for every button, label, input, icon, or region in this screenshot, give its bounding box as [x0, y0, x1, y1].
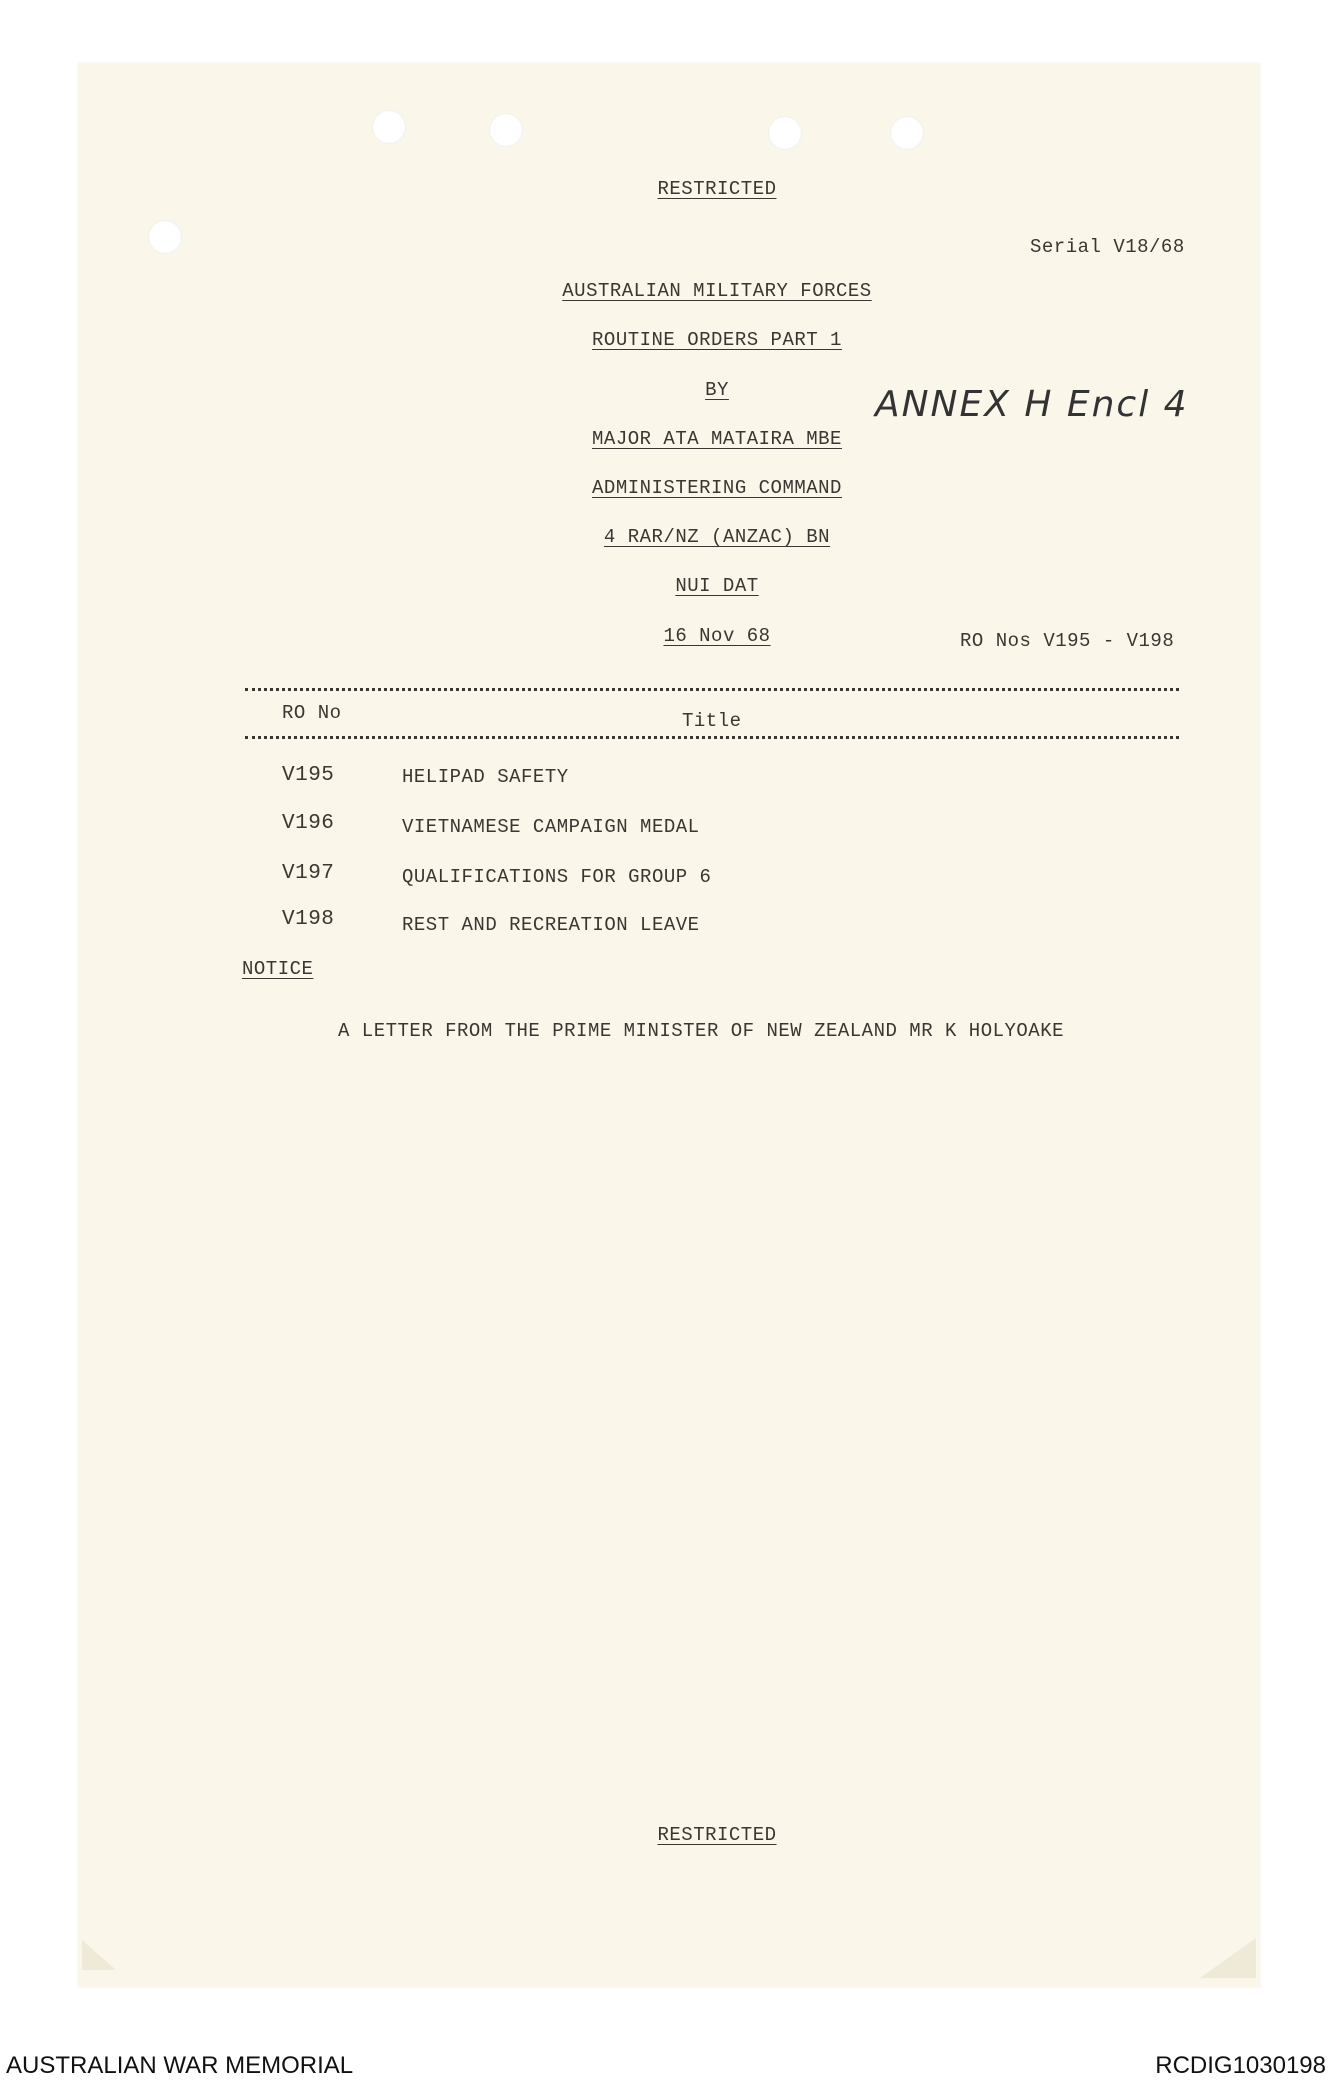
header-line-4: MAJOR ATA MATAIRA MBE [592, 428, 842, 450]
punch-hole [768, 116, 802, 150]
punch-hole [148, 220, 182, 254]
ro-range: RO Nos V195 - V198 [960, 630, 1175, 652]
header-line-1: AUSTRALIAN MILITARY FORCES [562, 280, 872, 302]
header-date: 16 Nov 68 [663, 625, 771, 647]
footer-catalog-id: RCDIG1030198 [1155, 2052, 1326, 2079]
ro-number: V195 [282, 764, 335, 787]
column-header-title: Title [682, 710, 742, 732]
header-line-5: ADMINISTERING COMMAND [592, 477, 842, 499]
notice-text: A LETTER FROM THE PRIME MINISTER OF NEW ZEALAND MR K HOLYOAKE [338, 1020, 1065, 1042]
notice-heading: NOTICE [242, 958, 314, 980]
ro-number: V196 [282, 812, 335, 835]
footer-source: AUSTRALIAN WAR MEMORIAL [6, 2052, 354, 2079]
punch-hole [890, 116, 924, 150]
ro-title: QUALIFICATIONS FOR GROUP 6 [402, 866, 712, 888]
punch-hole [372, 110, 406, 144]
table-bottom-rule [245, 736, 1179, 739]
ro-title: REST AND RECREATION LEAVE [402, 914, 700, 936]
classification-top: RESTRICTED [657, 178, 777, 200]
classification-bottom: RESTRICTED [657, 1824, 777, 1846]
handwritten-annotation: ANNEX H Encl 4 [875, 384, 1189, 425]
punch-hole [489, 113, 523, 147]
ro-number: V197 [282, 862, 335, 885]
ro-number: V198 [282, 908, 335, 931]
folded-corner [82, 1940, 116, 1970]
column-header-ro: RO No [282, 702, 342, 724]
serial-number: Serial V18/68 [1030, 236, 1185, 258]
folded-corner [1200, 1938, 1256, 1978]
table-top-rule [245, 688, 1179, 691]
header-line-2: ROUTINE ORDERS PART 1 [592, 329, 842, 351]
ro-title: VIETNAMESE CAMPAIGN MEDAL [402, 816, 700, 838]
header-line-3: BY [705, 379, 729, 401]
header-line-6: 4 RAR/NZ (ANZAC) BN [603, 526, 831, 548]
ro-title: HELIPAD SAFETY [402, 766, 569, 788]
header-line-7: NUI DAT [675, 575, 759, 597]
